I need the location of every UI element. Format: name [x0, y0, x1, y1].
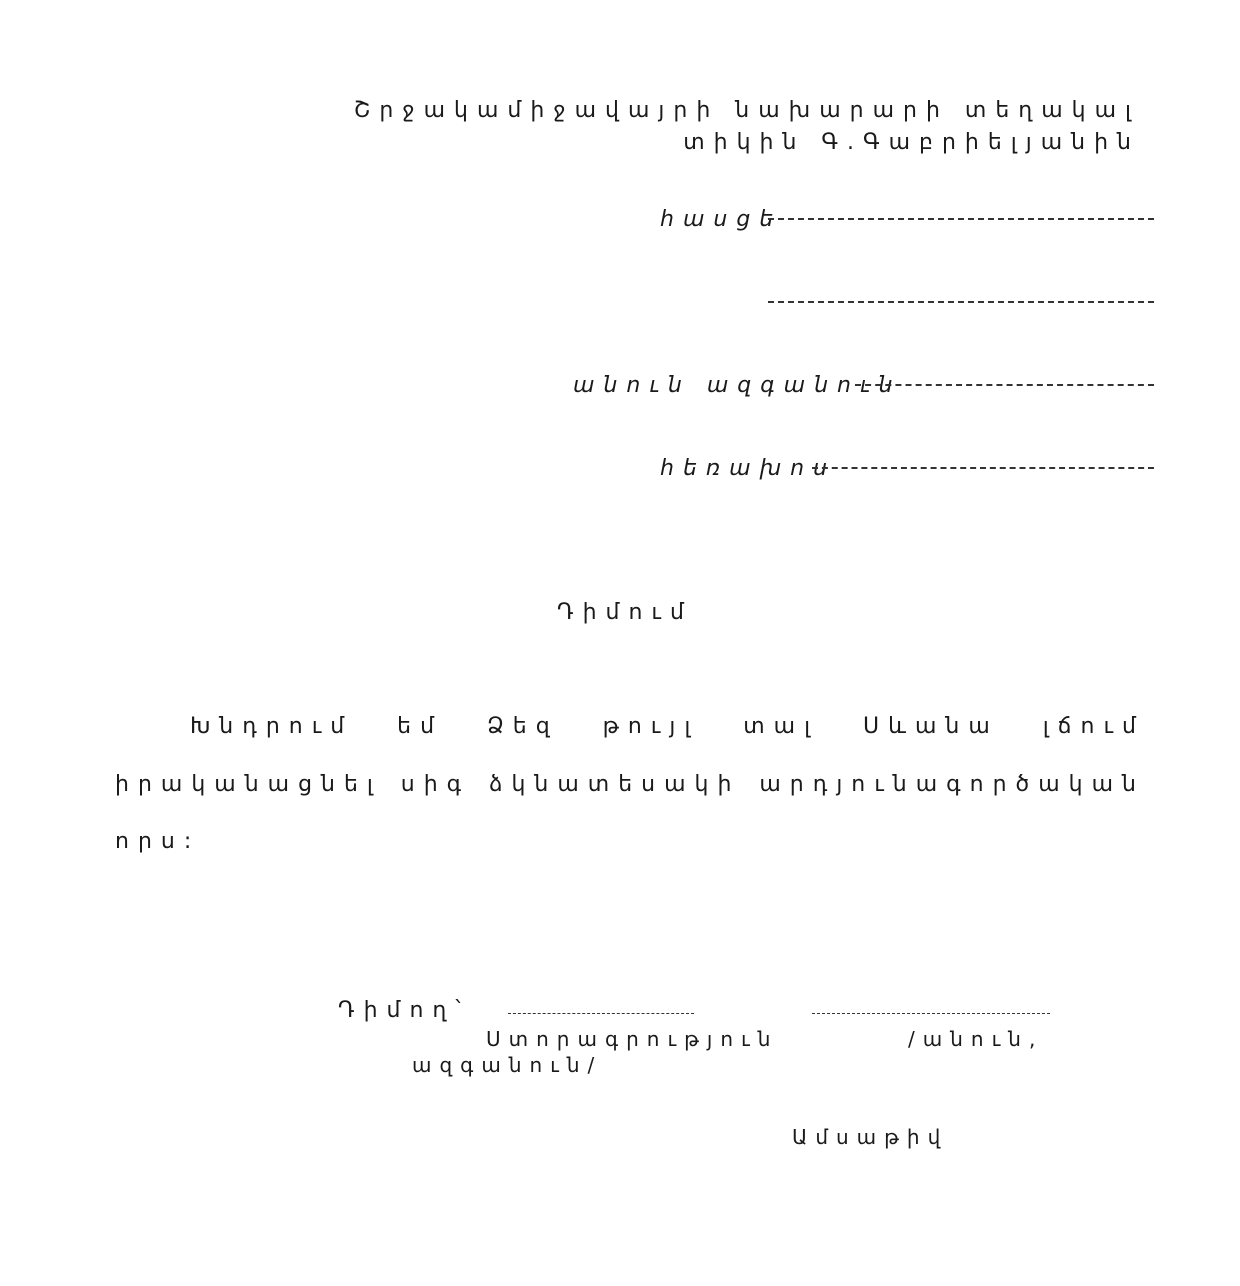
body-word: Ձեզ [486, 714, 559, 739]
body-line-2 [115, 770, 1145, 800]
body-word: թույլ [602, 714, 700, 739]
addressee-line-2: տիկին Գ.Գաբրիելյանին [683, 130, 1140, 155]
name-surname-field-line[interactable] [812, 1013, 1050, 1014]
body-word: սիգ [400, 772, 471, 797]
address-label: հասցե [660, 207, 783, 232]
applicant-label: Դիմող՝ [338, 998, 470, 1023]
body-word: իրականացնել [115, 772, 382, 797]
body-word: Սևանա [863, 714, 999, 739]
body-word: Խնդրում [190, 714, 354, 739]
addressee-line-1: Շրջակամիջավայրի նախարարի տեղակալ [353, 98, 1140, 123]
body-word: արդյունագործական [759, 772, 1145, 797]
body-word: եմ [397, 714, 444, 739]
body-word: տալ [743, 714, 820, 739]
address-field-line-2[interactable] [768, 301, 1154, 303]
date-label: Ամսաթիվ [792, 1125, 949, 1149]
name-caption-part1: /անուն, [908, 1027, 1044, 1051]
signature-field-line[interactable] [508, 1013, 694, 1014]
body-word: ձկնատեսակի [489, 772, 741, 797]
signature-caption: Ստորագրություն [486, 1027, 779, 1051]
phone-label: հեռախոս [660, 456, 837, 481]
document-title: Դիմում [557, 600, 693, 625]
name-field-line[interactable] [855, 384, 1154, 386]
address-field-line-1[interactable] [768, 218, 1154, 220]
body-line-3: որս: [115, 829, 201, 854]
phone-field-line[interactable] [812, 467, 1154, 469]
body-word: լճում [1042, 714, 1145, 739]
body-line-1 [190, 712, 1145, 742]
name-caption-part2: ազգանուն/ [412, 1053, 603, 1077]
name-label: անուն ազգանուն [573, 373, 902, 398]
